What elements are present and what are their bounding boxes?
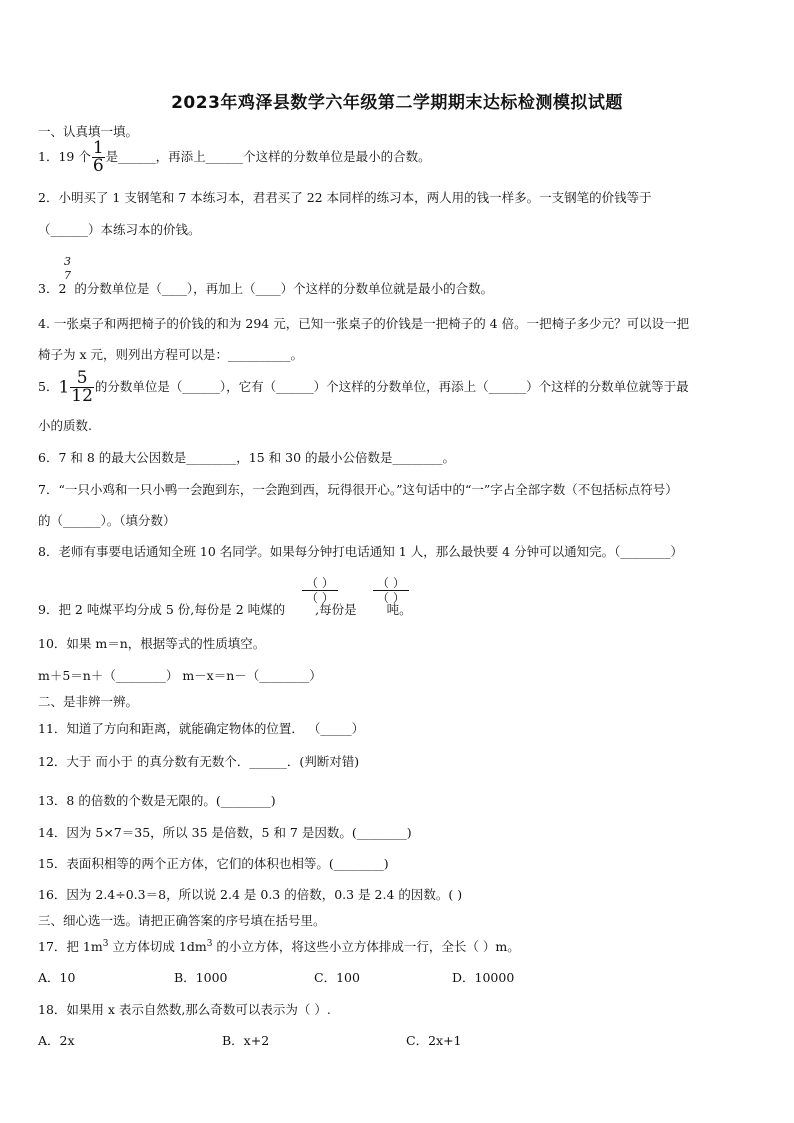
question-1	[38, 140, 431, 175]
question-11: 11．知道了方向和距离，就能确定物体的位置． （_____）	[38, 721, 365, 736]
q9-mid: ,每份是	[315, 602, 357, 617]
question-12: 12．大于 而小于 的真分数有无数个．______．(判断对错)	[38, 754, 360, 769]
section-2-heading: 二、是非辨一辨。	[38, 694, 139, 709]
question-10: 10．如果 m＝n，根据等式的性质填空。	[38, 636, 266, 651]
q9-fraction-2-denominator: （ ）	[377, 591, 405, 606]
q17-choice-b: B．1000	[174, 970, 228, 985]
question-5-line-2: 小的质数.	[38, 418, 92, 433]
q9-text: 9．把 2 吨煤平均分成 5 份,每份是 2 吨煤的	[38, 602, 286, 617]
question-15: 15．表面积相等的两个正方体，它们的体积也相等。(________)	[38, 856, 389, 871]
question-18: 18．如果用 x 表示自然数,那么奇数可以表示为（ ）.	[38, 1002, 331, 1017]
question-9	[38, 600, 412, 618]
q17-prefix: 17．把 1m	[38, 939, 103, 954]
q3-fraction-denominator: 7	[64, 269, 71, 282]
question-10-equations: m＋5＝n＋（________） m－x＝n－（________）	[38, 668, 322, 683]
q1-suffix: 是______，再添上______个这样的分数单位是最小的合数。	[105, 149, 431, 164]
q17-choice-d: D．10000	[452, 970, 515, 985]
question-2-line-2: （______）本练习本的价钱。	[38, 222, 201, 237]
question-6: 6．7 和 8 的最大公因数是________，15 和 30 的最小公倍数是________。	[38, 450, 456, 465]
q18-choice-c: C．2x+1	[406, 1033, 462, 1048]
section-3-heading: 三、细心选一选。请把正确答案的序号填在括号里。	[38, 913, 326, 928]
q17-choice-a: A．10	[38, 970, 76, 985]
q1-prefix: 1．19 个	[38, 149, 91, 164]
question-7-line-2: 的（______）。（填分数）	[38, 513, 176, 528]
question-5	[38, 370, 689, 405]
question-8: 8．老师有事要电话通知全班 10 名同学。如果每分钟打电话通知 1 人，那么最快要 4 分钟可以通知完。（________）	[38, 544, 683, 559]
q17-mid: 立方体切成 1dm	[108, 939, 207, 954]
question-4-line-2: 椅子为 x 元，则列出方程可以是：__________。	[38, 347, 303, 362]
question-17	[38, 937, 520, 955]
page-title: 2023年鸡泽县数学六年级第二学期期末达标检测模拟试题	[171, 93, 623, 113]
q17-suffix: 的小立方体，将这些小立方体排成一行，全长（ ）m。	[212, 939, 520, 954]
q18-choice-b: B．x+2	[222, 1033, 270, 1048]
q1-denominator: 6	[92, 156, 104, 176]
q9-fraction-1-denominator: （ ）	[306, 591, 334, 606]
q17-sup-2: 3	[206, 938, 213, 949]
q3-fraction-numerator: 3	[64, 255, 71, 268]
question-4-line-1: 4. 一张桌子和两把椅子的价钱的和为 294 元，已知一张桌子的价钱是一把椅子的 4 倍。一把椅子多少元？可以设一把	[38, 316, 690, 331]
q5-numerator: 5	[70, 370, 94, 388]
question-2-line-1: 2．小明买了 1 支钢笔和 7 本练习本，君君买了 22 本同样的练习本，两人用的钱一样多。一支钢笔的价钱等于	[38, 190, 652, 205]
q5-suffix: 的分数单位是（______），它有（______）个这样的分数单位，再添上（______）个这样的分数单位就等于最	[94, 379, 689, 394]
q5-prefix: 5．	[38, 379, 59, 394]
q17-sup-1: 3	[102, 938, 109, 949]
q1-numerator: 1	[92, 138, 104, 158]
question-16: 16．因为 2.4÷0.3＝8，所以说 2.4 是 0.3 的倍数，0.3 是 2.4 的因数。( )	[38, 887, 463, 902]
q9-end: 吨。	[386, 602, 412, 617]
q5-denominator: 12	[71, 386, 93, 406]
q3-suffix: 的分数单位是（____），再加上（____）个这样的分数单位就是最小的合数。	[74, 281, 494, 296]
q18-choice-a: A．2x	[38, 1033, 75, 1048]
q17-choice-c: C．100	[314, 970, 360, 985]
question-13: 13．8 的倍数的个数是无限的。(________)	[38, 793, 276, 808]
section-1-heading: 一、认真填一填。	[38, 124, 139, 139]
q1-fraction	[92, 140, 105, 175]
q5-fraction	[70, 370, 94, 405]
q3-prefix: 3．2	[38, 281, 67, 296]
question-14: 14．因为 5×7＝35，所以 35 是倍数，5 和 7 是因数。(________)	[38, 825, 412, 840]
question-7-line-1: 7．“一只小鸡和一只小鸭一会跑到东，一会跑到西，玩得很开心。”这句话中的“一”字占全部字数（不包括标点符号）	[38, 482, 678, 497]
q9-fraction-2-numerator: （ ）	[373, 576, 409, 591]
q9-fraction-1-numerator: （ ）	[302, 576, 338, 591]
question-3	[38, 279, 493, 297]
q5-integer: 1	[58, 377, 70, 398]
